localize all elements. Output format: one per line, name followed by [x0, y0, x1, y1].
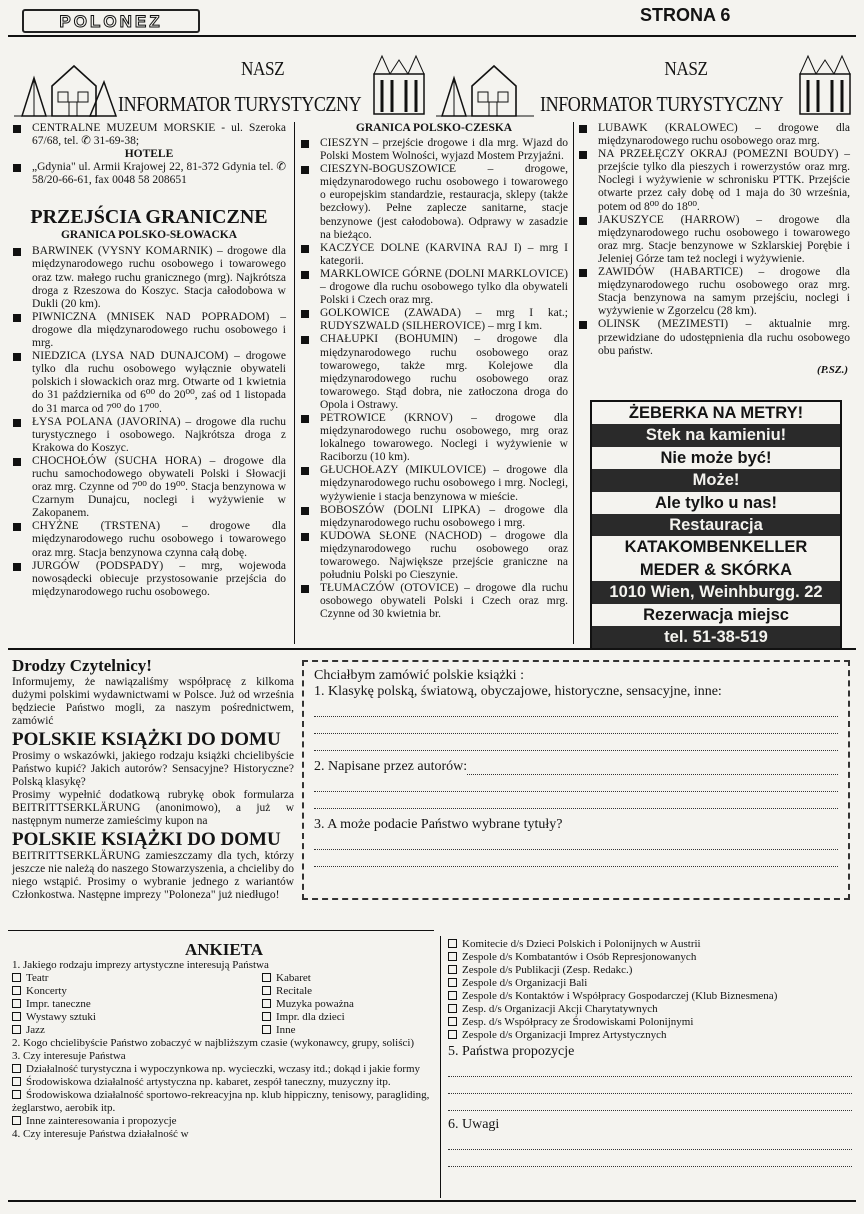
survey-q4: 4. Czy interesuje Państwa działalność w [12, 1128, 189, 1140]
left-logo-line2: INFORMATOR TURYSTYCZNY [118, 92, 362, 116]
option-label: Recitale [276, 985, 313, 997]
checkbox[interactable] [12, 1025, 21, 1034]
order-line[interactable] [314, 717, 838, 734]
readers-p4: BEITRITTSERKLÄRUNG zamieszczamy dla tych, którzy jeszcze nie należą do naszego Stowarzyszenia, a chcieliby do niego wstąpić. Prosimy o wybranie jednego z wariantów Członkostwa. Następne imprezy "Poloneza" już niedługo! [12, 850, 294, 901]
list-item: NA PRZEŁĘCZY OKRAJ (POMEZNI BOUDY) – przejście tylko dla pieszych i rowerzystów oraz mrg. Noclegi i wyżywienie w schronisku PTTK. Przejście otwarte przez cały dobę od 1 maja do 30 września, potem od 8⁰⁰ do 18⁰⁰. [578, 148, 850, 213]
order-line[interactable] [314, 833, 838, 850]
option-label: Zespole d/s Publikacji (Zesp. Redakc.) [462, 964, 633, 976]
survey-q2: 2. Kogo chcielibyście Państwo zobaczyć w najbliższym czasie (wykonawcy, grupy, soliści) [12, 1037, 415, 1049]
left-logo-line1: NASZ [240, 58, 285, 80]
option-label: Środowiskowa działalność sportowo-rekreacyjna np. klub hippiczny, tenisowy, paragliding, żeglarstwo, aerobik itp. [12, 1089, 430, 1114]
order-q3: 3. A może podacie Państwo wybrane tytuły? [314, 817, 563, 832]
checkbox[interactable] [448, 1030, 457, 1039]
order-line[interactable] [314, 792, 838, 809]
order-line[interactable] [314, 850, 838, 867]
list-item: JURGÓW (PODSPADY) – mrg, wojewoda nowosądecki obiecuje przystosowanie przejścia do międzynarodowego ruchu osobowego. [12, 560, 286, 599]
column-1 [12, 122, 286, 599]
restaurant-ad [590, 400, 842, 650]
list-item: BARWINEK (VYSNY KOMARNIK) – drogowe dla międzynarodowego ruchu osobowego i towarowego oraz tzw. małego ruchu granicznego (mrg). Najkrótsza droga z Rzeszowa do Koszyc. Stacja całodobowa w Dukli (20 km). [12, 245, 286, 310]
list-item: JAKUSZYCE (HARROW) – drogowe dla międzynarodowego ruchu osobowego i towarowego oraz mrg. Stacje benzynowe w Szklarskiej Porębie i Jeleniej Górze tam też noclegi i wyżywienie. [578, 214, 850, 266]
list-item: LUBAWK (KRALOWEC) – drogowe dla międzynarodowego ruchu osobowego oraz mrg. [578, 122, 850, 148]
answer-line[interactable] [448, 1077, 852, 1094]
ad-line: 1010 Wien, Weinhburgg. 22 [592, 581, 840, 603]
answer-line[interactable] [448, 1094, 852, 1111]
checkbox[interactable] [448, 978, 457, 987]
checkbox[interactable] [262, 1025, 271, 1034]
list-item: CIESZYN – przejście drogowe i dla mrg. Wjazd do Polski Mostem Wolności, wyjazd Mostem Przyjaźni. [300, 137, 568, 163]
page-number: STRONA 6 [640, 5, 731, 25]
option-label: Kabaret [276, 972, 311, 984]
answer-line[interactable] [448, 1060, 852, 1077]
list-item: PIWNICZNA (MNISEK NAD POPRADOM) – drogowe dla międzynarodowego ruchu osobowego i mrg. [12, 311, 286, 350]
checkbox[interactable] [12, 999, 21, 1008]
church-icon [370, 50, 428, 116]
checkbox[interactable] [12, 1064, 21, 1073]
option-label: Inne zainteresowania i propozycje [26, 1115, 177, 1127]
top-rule [8, 35, 856, 37]
option-label: Zespole d/s Organizacji Imprez Artystycznych [462, 1029, 667, 1041]
bottom-rule [8, 1200, 856, 1202]
column-3 [578, 122, 850, 377]
order-title: Chciałbym zamówić polskie książki : [314, 668, 524, 683]
section-title: PRZEJŚCIA GRANICZNE [30, 206, 268, 229]
ad-line: Nie może być! [660, 448, 772, 467]
column-divider [294, 122, 295, 644]
ad-line: KATAKOMBENKELLER [624, 538, 808, 557]
column-divider [573, 122, 574, 644]
answer-line[interactable] [448, 1150, 852, 1167]
survey-committees [448, 938, 852, 1167]
option-label: Inne [276, 1024, 296, 1036]
hotel-item: „Gdynia" ul. Armii Krajowej 22, 81-372 Gdynia tel. ✆ 58/20-66-61, fax 0048 58 208651 [12, 161, 286, 187]
option-label: Zespole d/s Kombatantów i Osób Represjonowanych [462, 951, 697, 963]
readers-big2: POLSKIE KSIĄŻKI DO DOMU [12, 829, 281, 850]
readers-notice [12, 656, 294, 902]
survey-q5: 5. Państwa propozycje [448, 1044, 575, 1059]
order-line[interactable] [467, 761, 838, 775]
list-item: ŁYSA POLANA (JAVORINA) – drogowe dla ruchu turystycznego i osobowego. Najkrótsza droga z Krakowa do Koszyc. [12, 416, 286, 455]
subtitle-sk: GRANICA POLSKO-SŁOWACKA [60, 229, 238, 242]
option-label: Muzyka poważna [276, 998, 354, 1010]
order-line[interactable] [314, 734, 838, 751]
order-line[interactable] [314, 700, 838, 717]
answer-line[interactable] [448, 1133, 852, 1150]
list-item: TŁUMACZÓW (OTOVICE) – drogowe dla ruchu osobowego obywateli Polski i Czech oraz mrg. Czynne od 30 kwietnia br. [300, 582, 568, 621]
ad-line: Rezerwacja miejsc [643, 605, 789, 624]
mid-rule [8, 648, 856, 650]
checkbox[interactable] [12, 973, 21, 982]
option-label: Impr. dla dzieci [276, 1011, 345, 1023]
ad-line: MEDER & SKÓRKA [639, 560, 793, 579]
survey-divider [440, 936, 441, 1198]
checkbox[interactable] [12, 1012, 21, 1021]
checkbox[interactable] [448, 939, 457, 948]
checkbox[interactable] [12, 1077, 21, 1086]
church-icon-right [796, 50, 854, 116]
list-item: CIESZYN-BOGUSZOWICE – drogowe, międzynarodowego ruchu osobowego i towarowego o europejskim standardzie, restauracja, sklepy (także bezcłowy). Pełne zaplecze sanitarne, stacje benzynowe (jest całodobowa). Odprawy w zasadzie na bieżąco. [300, 163, 568, 242]
list-item: BOBOSZÓW (DOLNI LIPKA) – drogowe dla międzynarodowego ruchu osobowego i mrg. [300, 504, 568, 530]
checkbox[interactable] [12, 986, 21, 995]
subtitle-cz: GRANICA POLSKO-CZESKA [355, 122, 513, 134]
list-item: GŁUCHOŁAZY (MIKULOVICE) – drogowe dla międzynarodowego ruchu osobowego i mrg. Noclegi, wyżywienie i stacja benzynowa w mieście. [300, 464, 568, 503]
survey-q6: 6. Uwagi [448, 1117, 500, 1132]
order-q1: 1. Klasykę polską, światową, obyczajowe, historyczne, sensacyjne, inne: [314, 684, 722, 699]
option-label: Środowiskowa działalność artystyczna np. kabaret, zespół taneczny, muzyczny itp. [26, 1076, 391, 1088]
readers-p1: Informujemy, że nawiązaliśmy współpracę z kilkoma dużymi polskimi wydawnictwami w Polsce. Już od września będziecie Państwo mogli, za naszym pośrednictwem, zamówić [12, 676, 294, 727]
order-q2: 2. Napisane przez autorów: [314, 759, 468, 774]
option-label: Działalność turystyczna i wypoczynkowa np. wycieczki, wczasy itd.; dokąd i jakie formy [26, 1063, 421, 1075]
checkbox[interactable] [448, 991, 457, 1000]
option-label: Wystawy sztuki [26, 1011, 96, 1023]
ad-line: tel. 51-38-519 [592, 626, 840, 648]
hotels-heading: HOTELE [124, 148, 174, 161]
option-label: Zespole d/s Kontaktów i Współpracy Gospodarczej (Klub Biznesmena) [462, 990, 778, 1002]
list-item: KUDOWA SŁONE (NACHOD) – drogowe dla międzynarodowego ruchu osobowego oraz towarowego. Największe przejście graniczne na południu Polski po Cieszynie. [300, 530, 568, 582]
ad-line: Stek na kamieniu! [592, 424, 840, 446]
list-item: CHOCHOŁÓW (SUCHA HORA) – drogowe dla ruchu samochodowego obywateli Polski i Słowacji oraz mrg. Czynne od 7⁰⁰ do 19⁰⁰. Stacja benzynowa w Czarnym Dunajcu, noclegi i wyżywienie w Zakopanem. [12, 455, 286, 520]
checkbox[interactable] [448, 952, 457, 961]
order-line[interactable] [314, 775, 838, 792]
option-label: Zesp. d/s Organizacji Akcji Charytatywnych [462, 1003, 658, 1015]
option-label: Impr. taneczne [26, 998, 91, 1010]
option-label: Teatr [26, 972, 49, 984]
signature: (P.SZ.) [817, 363, 848, 376]
museum-item: CENTRALNE MUZEUM MORSKIE - ul. Szeroka 67/68, tel. ✆ 31-69-38; [12, 122, 286, 148]
brand-logo: POLONEZ [22, 9, 200, 33]
order-form [302, 660, 850, 900]
readers-p3: Prosimy wypełnić dodatkową rubrykę obok formularza BEITRITTSERKLÄRUNG (anonimowo), a już w następnym numerze zamieścimy kupon na [12, 789, 294, 827]
survey [12, 940, 436, 1141]
checkbox[interactable] [12, 1090, 21, 1099]
survey-rule [8, 930, 434, 931]
list-item: GOLKOWICE (ZAWADA) – mrg I kat.; RUDYSZWALD (SILHEROVICE) – mrg I km. [300, 307, 568, 333]
checkbox[interactable] [448, 1017, 457, 1026]
ad-line: ŻEBERKA NA METRY! [628, 404, 804, 422]
readers-title: Drodzy Czytelnicy! [12, 656, 152, 675]
list-item: KACZYCE DOLNE (KARVINA RAJ I) – mrg I kategorii. [300, 242, 568, 268]
option-label: Jazz [26, 1024, 45, 1036]
checkbox[interactable] [262, 999, 271, 1008]
list-item: NIEDZICA (LYSA NAD DUNAJCOM) – drogowe tylko dla ruchu osobowego wyłącznie obywateli polskich i słowackich oraz mrg. Otwarte od 1 kwietnia do 31 października od 6⁰⁰ do 20⁰⁰, zaś od 1 listopada do 31 marca od 7⁰⁰ do 17⁰⁰. [12, 350, 286, 415]
houses-icon-right [436, 48, 536, 118]
checkbox[interactable] [262, 1012, 271, 1021]
list-item: CHYŻNE (TRSTENA) – drogowe dla międzynarodowego ruchu osobowego i towarowego oraz mrg. Stacja benzynowa czynna całą dobę. [12, 520, 286, 559]
list-item: OLINSK (MEZIMESTI) – aktualnie mrg. przewidziane do udostępnienia dla ruchu osobowego obu państw. [578, 318, 850, 357]
option-label: Zespole d/s Organizacji Bali [462, 977, 588, 989]
option-label: Komitecie d/s Dzieci Polskich i Polonijnych w Austrii [462, 938, 701, 950]
ad-line: Ale tylko u nas! [655, 493, 777, 512]
right-logo-line2: INFORMATOR TURYSTYCZNY [540, 92, 784, 116]
ad-line: Może! [592, 469, 840, 491]
checkbox[interactable] [448, 965, 457, 974]
survey-title: ANKIETA [184, 940, 264, 959]
survey-q1: 1. Jakiego rodzaju imprezy artystyczne interesują Państwa [12, 959, 269, 971]
checkbox[interactable] [262, 986, 271, 995]
option-label: Koncerty [26, 985, 67, 997]
option-label: Zesp. d/s Współpracy ze Środowiskami Polonijnymi [462, 1016, 694, 1028]
checkbox[interactable] [262, 973, 271, 982]
list-item: CHAŁUPKI (BOHUMIN) – drogowe dla międzynarodowego ruchu osobowego oraz towarowego, także mrg. Kolejowe dla międzynarodowego ruchu osobowego oraz towarowego. Stąd dobra, nie zatłoczona droga do Opola i Ostrawy. [300, 333, 568, 412]
list-item: ZAWIDÓW (HABARTICE) – drogowe dla międzynarodowego ruchu osobowego oraz mrg. Stacja benzynowa na samym przejściu, noclegi i wyżywienie w Zgorzelcu (28 km). [578, 266, 850, 318]
checkbox[interactable] [12, 1116, 21, 1125]
checkbox[interactable] [448, 1004, 457, 1013]
houses-icon [12, 48, 117, 118]
readers-big1: POLSKIE KSIĄŻKI DO DOMU [12, 729, 281, 750]
ad-line: Restauracja [592, 514, 840, 536]
survey-q3: 3. Czy interesuje Państwa [12, 1050, 126, 1062]
column-2 [300, 122, 568, 621]
list-item: PETROWICE (KRNOV) – drogowe dla międzynarodowego ruchu osobowego, mrg oraz lokalnego towarowego. Noclegi i wyżywienie w Raciborzu (10 km). [300, 412, 568, 464]
list-item: MARKLOWICE GÓRNE (DOLNI MARKLOVICE) – drogowe dla ruchu osobowego tylko dla obywateli Polski i Czech oraz mrg. [300, 268, 568, 307]
right-logo-line1: NASZ [664, 58, 708, 80]
readers-p2: Prosimy o wskazówki, jakiego rodzaju książki chcielibyście Państwo kupić? Jakich autorów? Sensacyjne? Historyczne? Polską klasykę? [12, 750, 294, 788]
